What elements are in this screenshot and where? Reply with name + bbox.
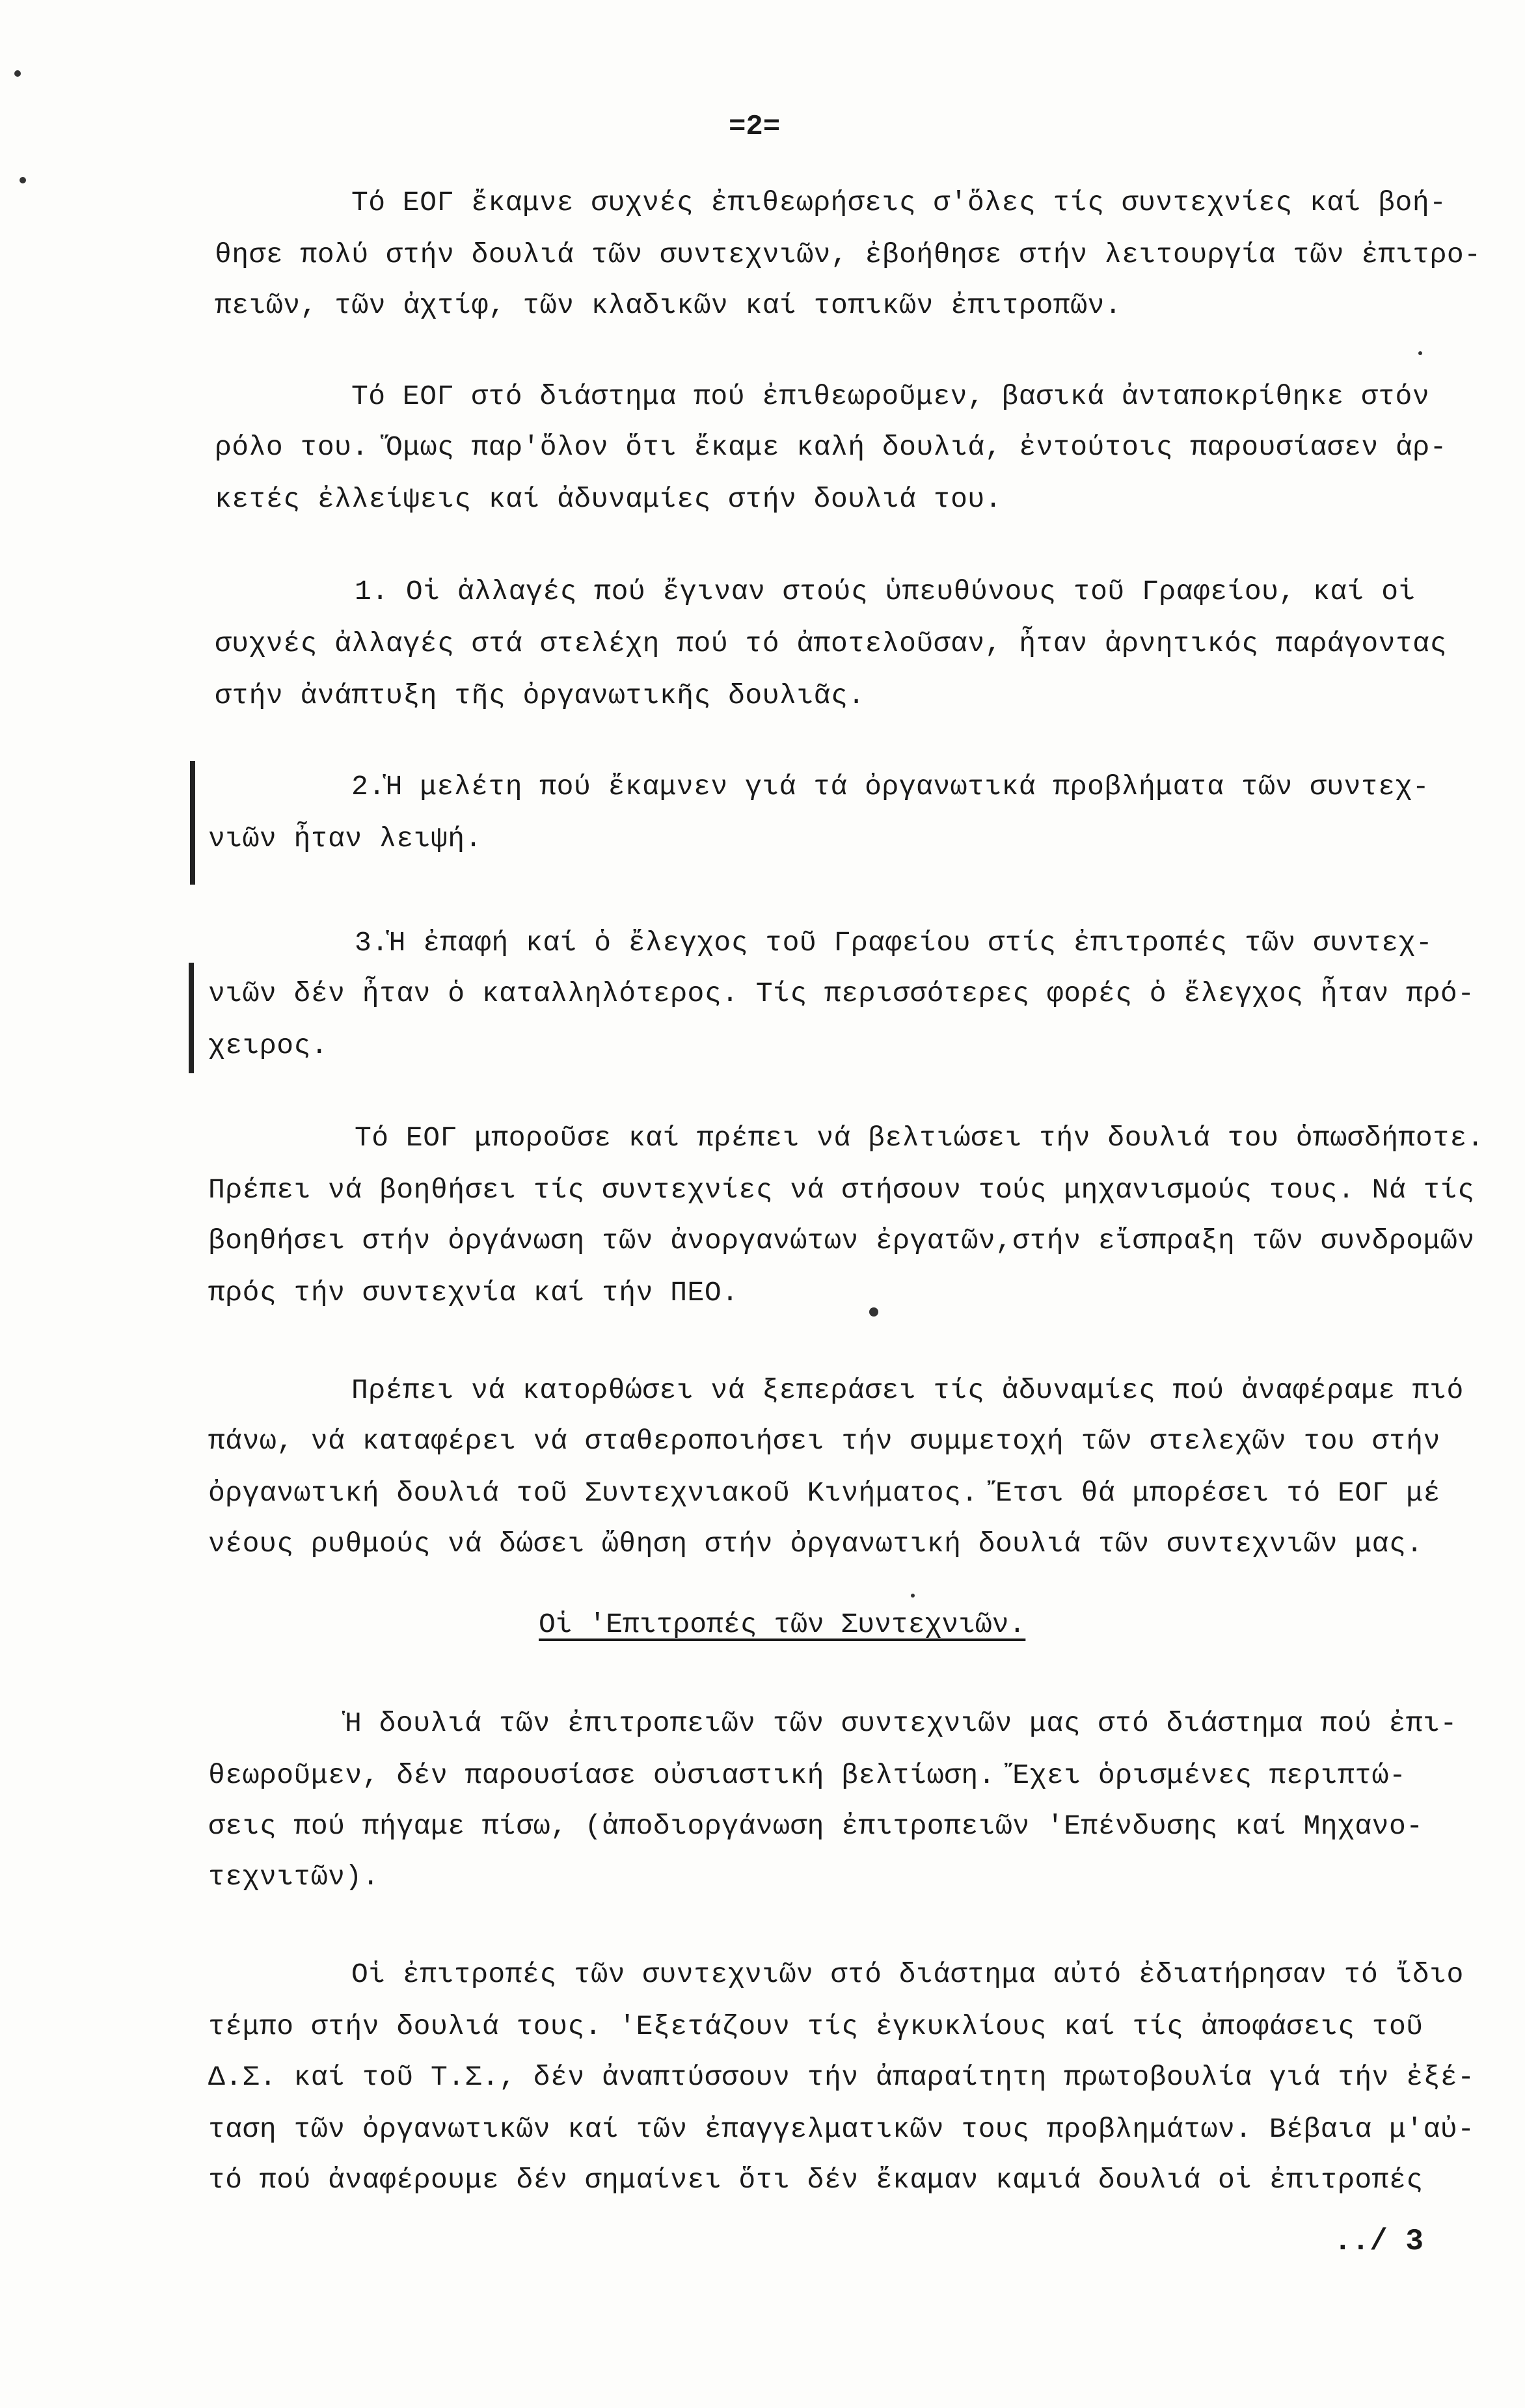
paragraph-6-line-3: βοηθήσει στήν ὀργάνωση τῶν ἀνοργανώτων ἐργατῶν,στήν εἴσπραξη τῶν συνδρομῶν — [208, 1225, 1475, 1257]
scan-speck — [20, 177, 26, 183]
margin-bracket-1 — [190, 761, 195, 885]
paragraph-1-line-1: Τό ΕΟΓ ἔκαμνε συχνές ἐπιθεωρήσεις σ'ὅλες τίς συντεχνίες καί βοή- — [351, 187, 1447, 219]
paragraph-9-line-1: Οἱ ἐπιτροπές τῶν συντεχνιῶν στό διάστημα αὐτό ἐδιατήρησαν τό ἴδιο — [351, 1959, 1464, 1990]
paragraph-5-line-1: 3.Ἡ ἐπαφή καί ὁ ἔλεγχος τοῦ Γραφείου στίς ἐπιτροπές τῶν συντεχ- — [355, 927, 1433, 959]
paragraph-9-line-4: ταση τῶν ὀργανωτικῶν καί τῶν ἐπαγγελματικῶν τους προβλημάτων. Βέβαια μ'αὐ- — [208, 2113, 1475, 2145]
paragraph-1-line-2: θησε πολύ στήν δουλιά τῶν συντεχνιῶν, ἐβοήθησε στήν λειτουργία τῶν ἐπιτρο- — [215, 239, 1481, 271]
paragraph-4-line-2: νιῶν ἦταν λειψή. — [208, 823, 482, 855]
paragraph-1-line-3: πειῶν, τῶν ἀχτίφ, τῶν κλαδικῶν καί τοπικῶν ἐπιτροπῶν. — [215, 289, 1122, 321]
scan-speck — [911, 1594, 915, 1598]
paragraph-2-line-3: κετές ἐλλείψεις καί ἀδυναμίες στήν δουλιά του. — [215, 483, 1002, 515]
paragraph-7-line-3: ὀργανωτική δουλιά τοῦ Συντεχνιακοῦ Κινήματος. Ἔτσι θά μπορέσει τό ΕΟΓ μέ — [208, 1477, 1440, 1509]
paragraph-6-line-2: Πρέπει νά βοηθήσει τίς συντεχνίες νά στήσουν τούς μηχανισμούς τους. Νά τίς — [208, 1174, 1475, 1206]
paragraph-3-line-3: στήν ἀνάπτυξη τῆς ὀργανωτικῆς δουλιᾶς. — [215, 680, 865, 712]
paragraph-5-line-2: νιῶν δέν ἦταν ὁ καταλληλότερος. Τίς περισσότερες φορές ὁ ἔλεγχος ἦταν πρό- — [208, 978, 1475, 1010]
paragraph-2-line-1: Τό ΕΟΓ στό διάστημα πού ἐπιθεωροῦμεν, βασικά ἀνταποκρίθηκε στόν — [351, 381, 1430, 412]
continuation-marker: ../ 3 — [1334, 2225, 1424, 2258]
paragraph-7-line-2: πάνω, νά καταφέρει νά σταθεροποιήσει τήν συμμετοχή τῶν στελεχῶν του στήν — [208, 1425, 1440, 1457]
paragraph-9-line-2: τέμπο στήν δουλιά τους. 'Εξετάζουν τίς ἐγκυκλίους καί τίς ἀποφάσεις τοῦ — [208, 2011, 1424, 2042]
scan-speck — [14, 70, 21, 77]
paragraph-8-line-1: Ἡ δουλιά τῶν ἐπιτροπειῶν τῶν συντεχνιῶν μας στό διάστημα πού ἐπι- — [345, 1707, 1457, 1739]
margin-bracket-2 — [189, 963, 194, 1073]
paragraph-5-line-3: χειρος. — [208, 1030, 329, 1062]
paragraph-7-line-4: νέους ρυθμούς νά δώσει ὤθηση στήν ὀργανωτική δουλιά τῶν συντεχνιῶν μας. — [208, 1528, 1424, 1560]
paragraph-7-line-1: Πρέπει νά κατορθώσει νά ξεπεράσει τίς ἀδυναμίες πού ἀναφέραμε πιό — [351, 1374, 1464, 1406]
paragraph-3-line-2: συχνές ἀλλαγές στά στελέχη πού τό ἀποτελοῦσαν, ἦταν ἀρνητικός παράγοντας — [215, 628, 1447, 660]
paragraph-8-line-3: σεις πού πήγαμε πίσω, (ἀποδιοργάνωση ἐπιτροπειῶν 'Επένδυσης καί Μηχανο- — [208, 1810, 1424, 1842]
paragraph-9-line-5: τό πού ἀναφέρουμε δέν σημαίνει ὅτι δέν ἔκαμαν καμιά δουλιά οἱ ἐπιτροπές — [208, 2164, 1424, 2196]
scan-speck — [869, 1307, 878, 1317]
paragraph-8-line-4: τεχνιτῶν). — [208, 1861, 380, 1893]
paragraph-6-line-4: πρός τήν συντεχνία καί τήν ΠΕΟ. — [208, 1277, 739, 1309]
paragraph-4-line-1: 2.Ἡ μελέτη πού ἔκαμνεν γιά τά ὀργανωτικά προβλήματα τῶν συντεχ- — [351, 771, 1430, 803]
paragraph-3-line-1: 1. Οἱ ἀλλαγές πού ἔγιναν στούς ὑπευθύνους τοῦ Γραφείου, καί οἱ — [355, 576, 1416, 608]
scan-speck — [1418, 351, 1422, 355]
paragraph-6-line-1: Τό ΕΟΓ μποροῦσε καί πρέπει νά βελτιώσει τήν δουλιά του ὁπωσδήποτε. — [355, 1122, 1485, 1154]
paragraph-8-line-2: θεωροῦμεν, δέν παρουσίασε οὐσιαστική βελτίωση. Ἔχει ὁρισμένες περιπτώ- — [208, 1759, 1407, 1791]
paragraph-2-line-2: ρόλο του. Ὅμως παρ'ὅλον ὅτι ἔκαμε καλή δουλιά, ἐντούτοις παρουσίασεν ἀρ- — [215, 431, 1447, 463]
section-heading: Οἱ 'Επιτροπές τῶν Συντεχνιῶν. — [539, 1609, 1026, 1640]
paragraph-9-line-3: Δ.Σ. καί τοῦ Τ.Σ., δέν ἀναπτύσσουν τήν ἀπαραίτητη πρωτοβουλία γιά τήν ἐξέ- — [208, 2061, 1475, 2093]
page-number: =2= — [729, 111, 781, 143]
